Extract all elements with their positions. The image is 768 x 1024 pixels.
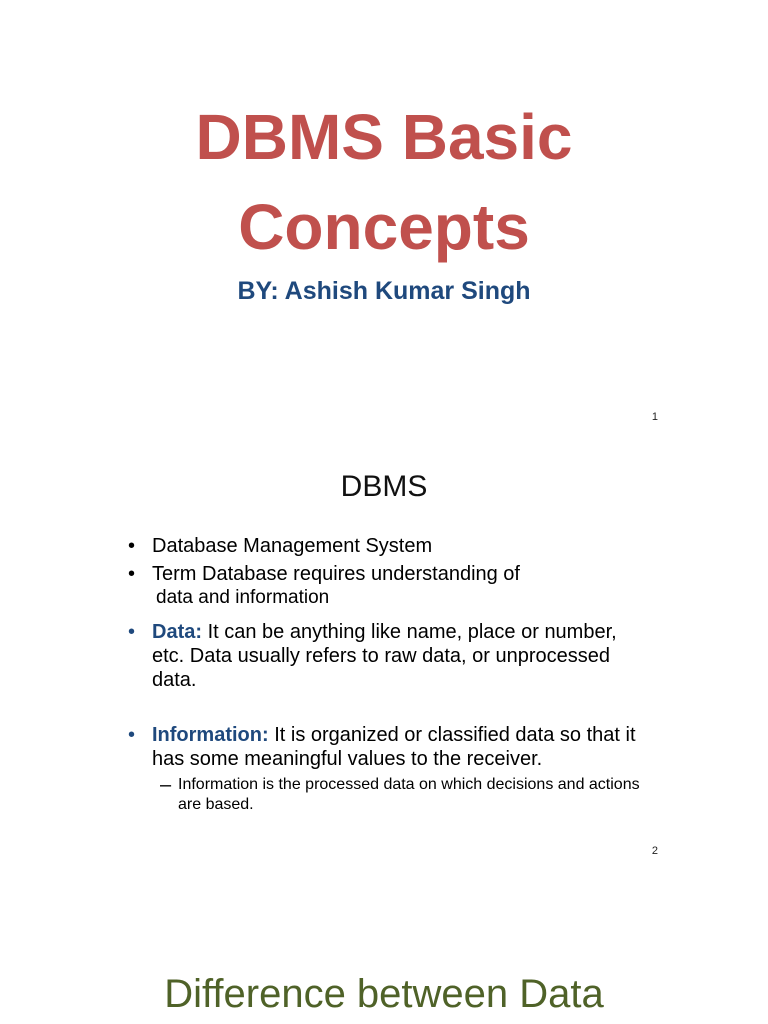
list-item xyxy=(128,620,648,692)
page-number: 2 xyxy=(651,845,658,857)
list-item xyxy=(128,534,648,558)
bullet-icon: • xyxy=(128,621,136,643)
sub-list-item xyxy=(160,775,650,815)
bullet-text-continued: data and information xyxy=(156,587,330,608)
slide-title: Difference between Data xyxy=(164,972,604,1016)
dash-icon: – xyxy=(160,774,172,796)
page-number: 1 xyxy=(651,411,658,423)
list-item xyxy=(128,562,648,610)
slide-1 xyxy=(0,0,768,436)
slide-2 xyxy=(0,436,768,872)
bullet-text: Term Database requires understanding of xyxy=(152,563,520,585)
bullet-icon: • xyxy=(128,724,136,746)
title-line-2: Concepts xyxy=(238,191,530,263)
sub-bullet-text: Information is the processed data on which decisions and actions are based. xyxy=(178,776,640,813)
information-definition: It is organized or classified data so that it has some meaningful values to the receiver. xyxy=(152,724,636,770)
data-definition: It can be anything like name, place or number, etc. Data usually refers to raw data, or unprocessed data. xyxy=(152,621,617,691)
bullet-icon: • xyxy=(128,563,136,585)
slide-title: DBMS xyxy=(340,470,428,503)
slide-3 xyxy=(0,872,768,1024)
bullet-icon: • xyxy=(128,535,136,557)
bullet-text: Database Management System xyxy=(152,535,433,557)
title-line-1: DBMS Basic xyxy=(195,101,573,173)
data-term-label: Data: xyxy=(152,621,203,643)
slide-title xyxy=(0,92,768,272)
author-subtitle: BY: Ashish Kumar Singh xyxy=(237,277,531,305)
information-term-label: Information: xyxy=(152,724,269,746)
list-item xyxy=(128,723,648,771)
